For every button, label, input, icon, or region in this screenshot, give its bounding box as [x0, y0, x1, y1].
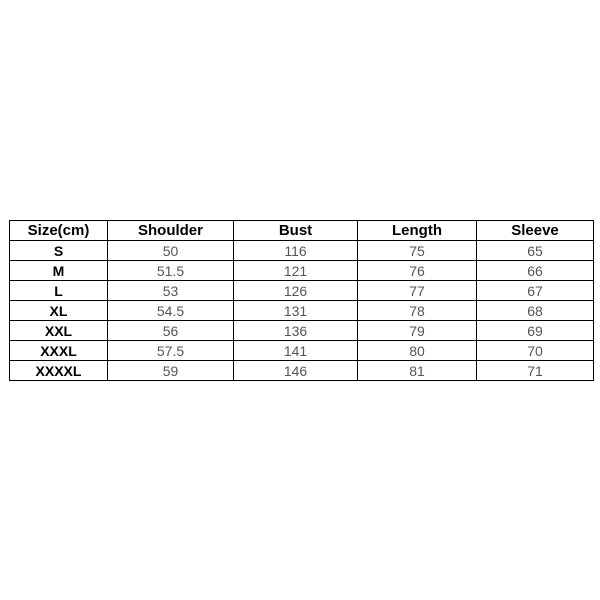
size-cell: XL: [10, 301, 108, 321]
shoulder-cell: 54.5: [108, 301, 234, 321]
bust-cell: 141: [234, 341, 358, 361]
length-cell: 75: [358, 241, 477, 261]
shoulder-cell: 50: [108, 241, 234, 261]
table-row: [10, 321, 594, 341]
header-size: Size(cm): [10, 221, 108, 241]
sleeve-cell: 70: [477, 341, 594, 361]
size-cell: XXL: [10, 321, 108, 341]
sleeve-cell: 68: [477, 301, 594, 321]
shoulder-cell: 56: [108, 321, 234, 341]
size-cell: S: [10, 241, 108, 261]
shoulder-cell: 57.5: [108, 341, 234, 361]
bust-cell: 146: [234, 361, 358, 381]
length-cell: 79: [358, 321, 477, 341]
bust-cell: 116: [234, 241, 358, 261]
sleeve-cell: 65: [477, 241, 594, 261]
length-cell: 80: [358, 341, 477, 361]
length-cell: 76: [358, 261, 477, 281]
sleeve-cell: 71: [477, 361, 594, 381]
header-bust: Bust: [234, 221, 358, 241]
sleeve-cell: 67: [477, 281, 594, 301]
length-cell: 81: [358, 361, 477, 381]
header-shoulder: Shoulder: [108, 221, 234, 241]
size-cell: XXXXL: [10, 361, 108, 381]
size-cell: L: [10, 281, 108, 301]
header-sleeve: Sleeve: [477, 221, 594, 241]
header-row: [10, 221, 594, 241]
length-cell: 77: [358, 281, 477, 301]
shoulder-cell: 53: [108, 281, 234, 301]
size-cell: M: [10, 261, 108, 281]
bust-cell: 121: [234, 261, 358, 281]
length-cell: 78: [358, 301, 477, 321]
bust-cell: 131: [234, 301, 358, 321]
table-row: [10, 261, 594, 281]
sleeve-cell: 66: [477, 261, 594, 281]
bust-cell: 126: [234, 281, 358, 301]
shoulder-cell: 59: [108, 361, 234, 381]
header-length: Length: [358, 221, 477, 241]
table-row: [10, 301, 594, 321]
table-row: [10, 241, 594, 261]
table-row: [10, 341, 594, 361]
table-row: [10, 361, 594, 381]
table-row: [10, 281, 594, 301]
size-chart-table: [9, 220, 594, 381]
size-cell: XXXL: [10, 341, 108, 361]
bust-cell: 136: [234, 321, 358, 341]
sleeve-cell: 69: [477, 321, 594, 341]
shoulder-cell: 51.5: [108, 261, 234, 281]
